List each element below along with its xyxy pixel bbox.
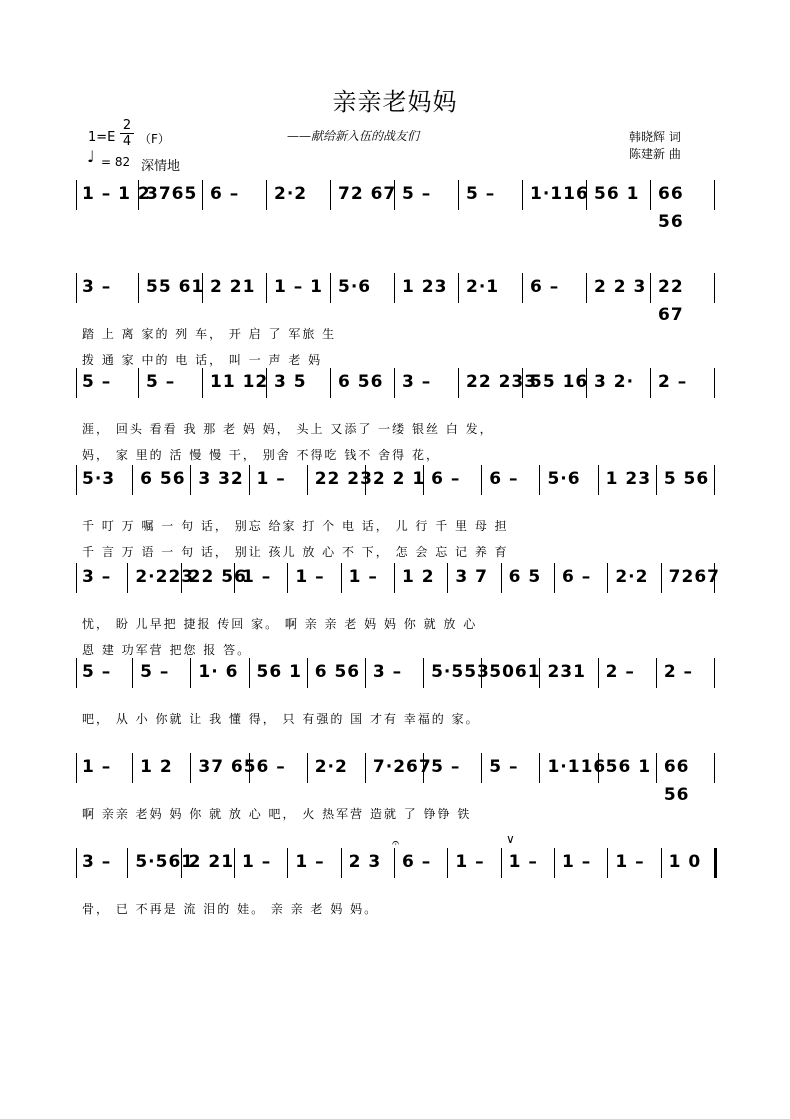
- barline: [365, 658, 366, 688]
- measure: 3 –: [82, 567, 112, 587]
- barline: [190, 658, 191, 688]
- lyric-line: [76, 446, 716, 462]
- measure: 1·116: [530, 184, 589, 204]
- barline: [481, 753, 482, 783]
- measure: 1 –: [295, 852, 325, 872]
- measure: 6 –: [530, 277, 560, 297]
- barline: [522, 180, 523, 210]
- notes-line: [76, 563, 720, 591]
- measure: 2 2 1: [372, 469, 426, 489]
- song-title: 亲亲老妈妈: [332, 88, 458, 116]
- barline: [127, 563, 128, 593]
- barline: [661, 563, 662, 593]
- measure: 22 23: [314, 469, 373, 489]
- breath-mark-icon: ∨: [506, 832, 515, 846]
- barline: [458, 368, 459, 398]
- barline: [76, 753, 77, 783]
- notes-line: [76, 180, 716, 232]
- barline: [650, 273, 651, 303]
- time-signature: [120, 118, 134, 149]
- measure: 66 56: [658, 184, 684, 232]
- barline: [394, 563, 395, 593]
- barline: [447, 848, 448, 878]
- barline: [181, 563, 182, 593]
- barline: [607, 563, 608, 593]
- measure: 7267: [668, 567, 720, 587]
- measure: 2·2: [314, 757, 348, 777]
- measure: 56 1: [594, 184, 640, 204]
- barline: [598, 753, 599, 783]
- barline: [330, 273, 331, 303]
- lyric-text: 踏 上 离 家的 列 车， 开 启 了 军旅 生: [82, 327, 337, 341]
- barline: [365, 465, 366, 495]
- key-alternate: （F）: [139, 132, 170, 146]
- measure: 2·1: [466, 277, 500, 297]
- barline: [132, 753, 133, 783]
- measure: 55 61: [146, 277, 205, 297]
- barline: [190, 753, 191, 783]
- measure: 1 23: [402, 277, 448, 297]
- barline: [341, 848, 342, 878]
- barline: [266, 368, 267, 398]
- composer-credit: 陈建新 曲: [629, 147, 681, 161]
- quarter-note-icon: ♩: [87, 147, 95, 166]
- measure: 6 5: [508, 567, 542, 587]
- measure: 2 –: [605, 662, 635, 682]
- key-signature: 1=E: [88, 130, 116, 145]
- barline: [202, 273, 203, 303]
- measure: 56 1: [605, 757, 652, 777]
- barline: [234, 848, 235, 878]
- measure: 5 –: [140, 662, 170, 682]
- measure: 6 –: [562, 567, 592, 587]
- measure: 7·267: [372, 757, 432, 777]
- fermata-icon: 𝄐: [392, 836, 400, 851]
- barline: [501, 563, 502, 593]
- tempo-value: = 82: [101, 155, 131, 169]
- lyric-line: [76, 641, 716, 657]
- lyricist-credit: 韩晓辉 词: [629, 130, 681, 144]
- barline: [394, 180, 395, 210]
- measure: 5 –: [431, 757, 461, 777]
- lyric-text: 妈， 家 里的 活 慢 慢 干， 别舍 不得吃 钱不 舍得 花，: [82, 448, 440, 462]
- barline: [307, 753, 308, 783]
- barline: [481, 465, 482, 495]
- barline: [586, 273, 587, 303]
- time-sig-bottom: 4: [122, 134, 132, 149]
- lyric-line: [76, 517, 716, 533]
- measure: 6 –: [402, 852, 432, 872]
- barline: [138, 273, 139, 303]
- measure: 5 –: [402, 184, 432, 204]
- measure: 1 –: [562, 852, 592, 872]
- measure: 6 –: [256, 757, 286, 777]
- barline: [423, 465, 424, 495]
- barline: [714, 180, 715, 210]
- measure: 2 21: [188, 852, 235, 872]
- lyric-text: 骨， 已 不再是 流 泪的 娃。 亲 亲 老 妈 妈。: [82, 902, 379, 916]
- barline: [554, 563, 555, 593]
- measure: 5 –: [489, 757, 519, 777]
- barline: [598, 658, 599, 688]
- dedication-subtitle: ——献给新入伍的战友们: [287, 129, 420, 143]
- measure: 3 –: [82, 852, 112, 872]
- measure: 55 16: [530, 372, 589, 392]
- measure: 5·6: [338, 277, 372, 297]
- measure: 3765: [146, 184, 198, 204]
- measure: 1· 6: [198, 662, 239, 682]
- barline: [539, 465, 540, 495]
- lyric-text: 千 叮 万 嘱 一 句 话， 别忘 给家 打 个 电 话， 儿 行 千 里 母 担: [82, 519, 509, 533]
- measure: 1 –: [508, 852, 538, 872]
- measure: 1 –: [455, 852, 485, 872]
- barline: [76, 658, 77, 688]
- barline: [656, 753, 657, 783]
- measure: 3 –: [372, 662, 403, 682]
- measure: 5 –: [82, 372, 112, 392]
- barline: [76, 848, 77, 878]
- barline: [127, 848, 128, 878]
- barline: [458, 180, 459, 210]
- barline: [266, 273, 267, 303]
- measure: 3 –: [82, 277, 112, 297]
- barline: [138, 368, 139, 398]
- barline: [522, 273, 523, 303]
- lyric-text: 啊 亲亲 老妈 妈 你 就 放 心 吧， 火 热军营 造就 了 铮铮 铁: [82, 807, 472, 821]
- barline: [458, 273, 459, 303]
- measure: 3 –: [402, 372, 432, 392]
- time-sig-top: 2: [120, 118, 134, 134]
- lyric-text: 恩 建 功军营 把您 报 答。: [82, 643, 252, 657]
- barline: [202, 368, 203, 398]
- barline: [266, 180, 267, 210]
- measure: 22 67: [658, 277, 684, 325]
- measure: 3 2·: [594, 372, 635, 392]
- barline: [539, 753, 540, 783]
- barline: [423, 753, 424, 783]
- lyric-line: [76, 710, 716, 726]
- measure: 1 –: [256, 469, 286, 489]
- barline: [202, 180, 203, 210]
- barline: [341, 563, 342, 593]
- lyric-line: [76, 900, 716, 916]
- measure: 1 2: [402, 567, 435, 587]
- measure: 5·553: [431, 662, 490, 682]
- measure: 11 12: [210, 372, 269, 392]
- notes-line: [76, 848, 716, 876]
- barline: [394, 273, 395, 303]
- barline: [714, 273, 715, 303]
- barline: [714, 753, 715, 783]
- lyric-line: [76, 805, 716, 821]
- measure: 1 –: [615, 852, 645, 872]
- measure: 5061: [489, 662, 541, 682]
- barline: [586, 180, 587, 210]
- measure: 5 –: [466, 184, 496, 204]
- lyric-text: 千 言 万 语 一 句 话， 别让 孩儿 放 心 不 下， 怎 会 忘 记 养 育: [82, 545, 509, 559]
- barline: [181, 848, 182, 878]
- tempo-expression: 深情地: [141, 159, 181, 174]
- measure: 1 – 1 2: [82, 184, 151, 204]
- barline: [330, 180, 331, 210]
- measure: 72 67: [338, 184, 397, 204]
- barline: [287, 563, 288, 593]
- measure: 1 –: [295, 567, 325, 587]
- measure: 5 –: [146, 372, 176, 392]
- measure: 2 3: [348, 852, 382, 872]
- measure: 231: [547, 662, 586, 682]
- lyric-line: [76, 351, 716, 367]
- measure: 1·116: [547, 757, 607, 777]
- measure: 37 65: [198, 757, 257, 777]
- measure: 1 –: [242, 852, 272, 872]
- barline: [539, 658, 540, 688]
- notes-line: [76, 753, 716, 805]
- barline: [586, 368, 587, 398]
- measure: 6 –: [489, 469, 519, 489]
- barline: [481, 658, 482, 688]
- barline: [598, 465, 599, 495]
- measure: 3 5: [274, 372, 307, 392]
- barline: [330, 368, 331, 398]
- lyric-text: 涯， 回头 看看 我 那 老 妈 妈， 头上 又添了 一缕 银丝 白 发，: [82, 422, 494, 436]
- measure: 1 –: [242, 567, 272, 587]
- measure: 1 2: [140, 757, 173, 777]
- measure: 22 233: [466, 372, 538, 392]
- barline: [249, 753, 250, 783]
- barline: [650, 180, 651, 210]
- barline: [714, 465, 715, 495]
- measure: 1 –: [348, 567, 378, 587]
- barline: [190, 465, 191, 495]
- barline: [423, 658, 424, 688]
- barline: [365, 753, 366, 783]
- barline: [76, 368, 77, 398]
- barline: [714, 658, 715, 688]
- measure: 2 –: [658, 372, 688, 392]
- lyric-line: [76, 325, 716, 341]
- barline: [650, 368, 651, 398]
- measure: 5·3: [82, 469, 116, 489]
- measure: 66 56: [663, 757, 690, 805]
- measure: 56 1: [256, 662, 302, 682]
- measure: 3 32: [198, 469, 244, 489]
- barline: [554, 848, 555, 878]
- barline: [307, 465, 308, 495]
- measure: 2 –: [663, 662, 694, 682]
- measure: 6 –: [431, 469, 461, 489]
- notes-line: [76, 368, 716, 396]
- barline: [249, 658, 250, 688]
- measure: 2 21: [210, 277, 256, 297]
- barline: [76, 273, 77, 303]
- lyric-text: 忧， 盼 儿早把 捷报 传回 家。 啊 亲 亲 老 妈 妈 你 就 放 心: [82, 617, 478, 631]
- barline: [287, 848, 288, 878]
- notes-line: [76, 658, 716, 686]
- barline: [76, 465, 77, 495]
- barline: [714, 848, 717, 878]
- measure: 1 – 1: [274, 277, 323, 297]
- barline: [132, 658, 133, 688]
- lyric-line: [76, 543, 716, 559]
- barline: [656, 465, 657, 495]
- barline: [234, 563, 235, 593]
- measure: 1 23: [605, 469, 652, 489]
- barline: [714, 368, 715, 398]
- measure: 6 56: [140, 469, 186, 489]
- notes-line: [76, 465, 716, 493]
- notes-line: [76, 273, 716, 325]
- barline: [76, 180, 77, 210]
- barline: [607, 848, 608, 878]
- lyric-line: [76, 615, 716, 631]
- barline: [249, 465, 250, 495]
- measure: 2·2: [615, 567, 649, 587]
- barline: [138, 180, 139, 210]
- barline: [76, 563, 77, 593]
- barline: [714, 563, 715, 593]
- measure: 5·6: [547, 469, 581, 489]
- barline: [656, 658, 657, 688]
- measure: 1 0: [668, 852, 702, 872]
- measure: 1 –: [82, 757, 112, 777]
- barline: [394, 848, 395, 878]
- barline: [447, 563, 448, 593]
- lyric-text: 吧， 从 小 你就 让 我 懂 得， 只 有强的 国 才有 幸福的 家。: [82, 712, 480, 726]
- measure: 22 56: [188, 567, 247, 587]
- barline: [661, 848, 662, 878]
- barline: [132, 465, 133, 495]
- barline: [394, 368, 395, 398]
- measure: 6 56: [314, 662, 361, 682]
- lyric-line: [76, 420, 716, 436]
- barline: [307, 658, 308, 688]
- barline: [501, 848, 502, 878]
- measure: 2 2 3: [594, 277, 647, 297]
- barline: [522, 368, 523, 398]
- measure: 3 7: [455, 567, 488, 587]
- measure: 5 –: [82, 662, 112, 682]
- lyric-text: 拨 通 家 中的 电 话， 叫 一 声 老 妈: [82, 353, 323, 367]
- measure: 2·223: [135, 567, 195, 587]
- measure: 6 –: [210, 184, 240, 204]
- measure: 2·2: [274, 184, 308, 204]
- measure: 5·561: [135, 852, 195, 872]
- measure: 5 56: [663, 469, 710, 489]
- measure: 6 56: [338, 372, 384, 392]
